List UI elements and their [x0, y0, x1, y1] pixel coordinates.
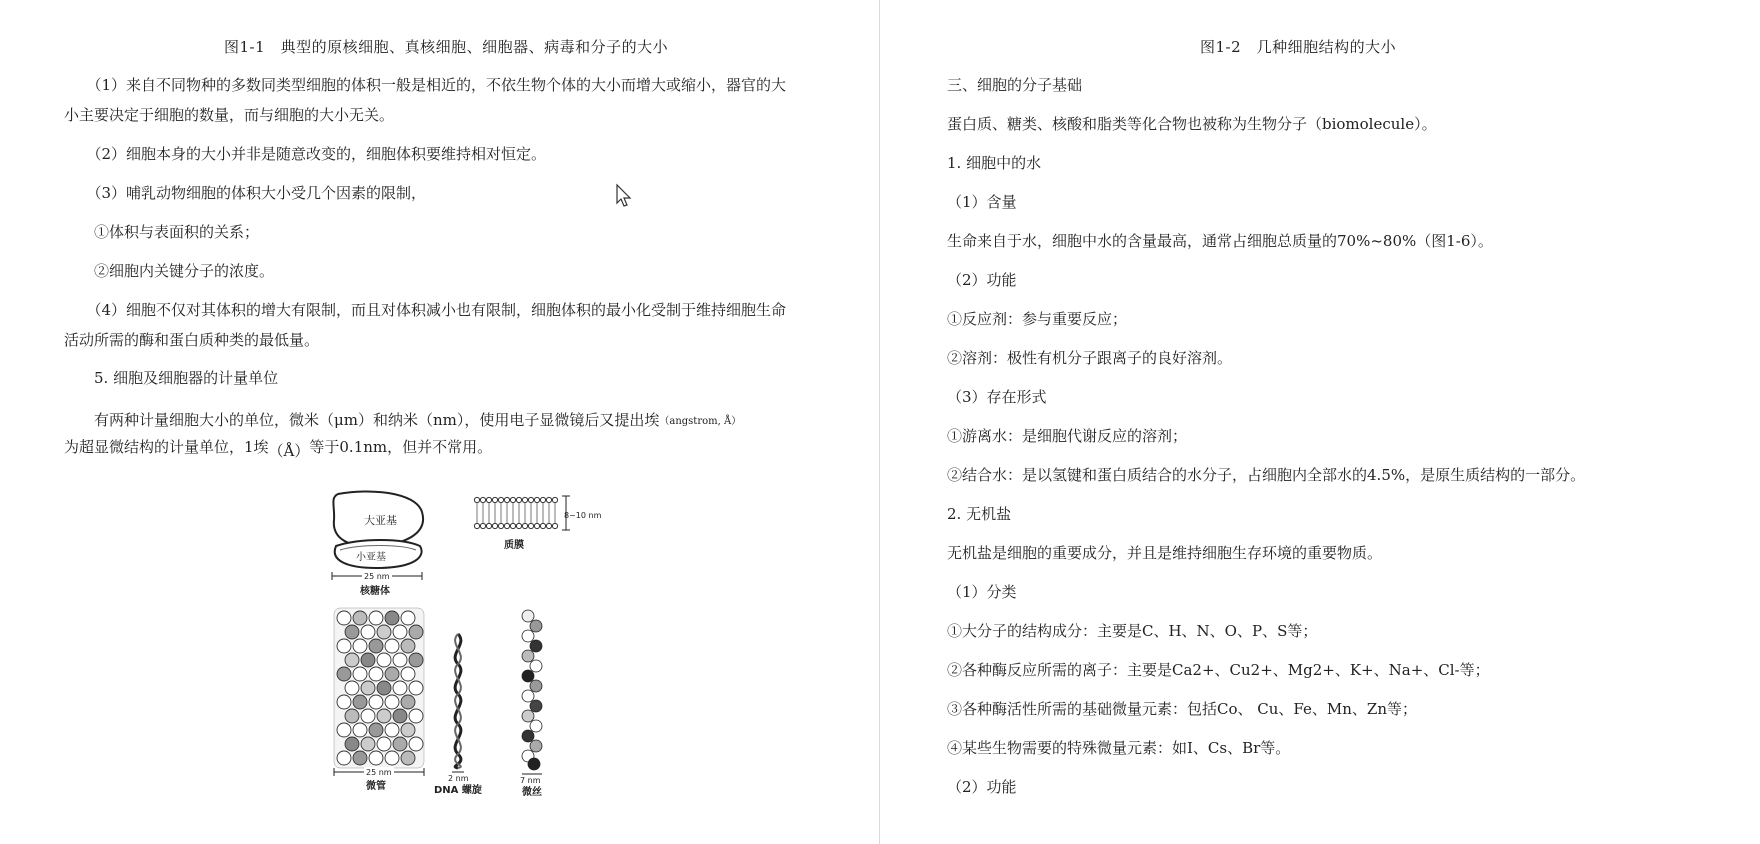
- membrane-drawing: [474, 496, 602, 551]
- angstrom-note: （angstrom, Å）: [659, 416, 742, 427]
- paragraph-line: （3）哺乳动物细胞的体积大小受几个因素的限制，: [64, 184, 427, 202]
- subsection-heading: 1. 细胞中的水: [947, 154, 1042, 172]
- microtubule-scale-label: 25 nm: [366, 768, 392, 777]
- ribosome-scale-label: 25 nm: [364, 572, 390, 581]
- paragraph-line: （2）细胞本身的大小并非是随意改变的，细胞体积要维持相对恒定。: [64, 145, 547, 163]
- figure-1-2-caption: 图1-2 几种细胞结构的大小: [1200, 38, 1397, 56]
- cell-structures-figure: [330, 488, 602, 798]
- paragraph-line: （1）来自不同物种的多数同类型细胞的体积一般是相近的，不依生物个体的大小而增大或缩小，器官的大: [64, 76, 787, 94]
- units-line: [64, 409, 741, 430]
- mouse-pointer-icon: [616, 184, 632, 208]
- units-text: 有两种计量细胞大小的单位，微米（μm）和纳米（nm），使用电子显微镜后又提出埃: [64, 411, 660, 429]
- paragraph-line: ②溶剂：极性有机分子跟离子的良好溶剂。: [947, 349, 1233, 367]
- section-heading: 三、细胞的分子基础: [947, 76, 1083, 94]
- dna-scale-label: 2 nm: [448, 774, 469, 783]
- paragraph-line: （3）存在形式: [947, 388, 1047, 406]
- large-subunit-label: 大亚基: [364, 514, 397, 527]
- membrane-label: 质膜: [504, 540, 524, 551]
- ribosome-drawing: [332, 491, 423, 597]
- microfilament-drawing: [520, 610, 542, 798]
- filament-scale-label: 7 nm: [520, 776, 541, 785]
- paragraph-line: ③各种酶活性所需的基础微量元素：包括Co、 Cu、Fe、Mn、Zn等；: [947, 700, 1417, 718]
- right-page: [880, 0, 1760, 844]
- paragraph-line: （2）功能: [947, 778, 1017, 796]
- membrane-scale-label: 8~10 nm: [564, 511, 602, 520]
- paragraph-line: （2）功能: [947, 271, 1017, 289]
- small-subunit-label: 小亚基: [356, 552, 386, 563]
- paragraph-line: 生命来自于水，细胞中水的含量最高，通常占细胞总质量的70%~80%（图1-6）。: [947, 232, 1493, 250]
- dna-helix-drawing: [434, 634, 482, 796]
- units-text-a: 为超显微结构的计量单位，1埃: [64, 438, 269, 456]
- subsection-heading: 2. 无机盐: [947, 505, 1012, 523]
- angstrom-unit: （Å）: [268, 442, 310, 460]
- paragraph-line: 小主要决定于细胞的数量，而与细胞的大小无关。: [64, 106, 395, 124]
- paragraph-line: （4）细胞不仅对其体积的增大有限制，而且对体积减小也有限制，细胞体积的最小化受制于维持细胞生命: [64, 301, 787, 319]
- dna-label: DNA 螺旋: [434, 785, 482, 796]
- paragraph-line: 活动所需的酶和蛋白质种类的最低量。: [64, 331, 320, 349]
- paragraph-line: （1）含量: [947, 193, 1017, 211]
- paragraph-line: ④某些生物需要的特殊微量元素：如I、Cs、Br等。: [947, 739, 1291, 757]
- filament-label: 微丝: [522, 787, 542, 798]
- units-text-b: 等于0.1nm，但并不常用。: [309, 438, 493, 456]
- paragraph-line: ①游离水：是细胞代谢反应的溶剂；: [947, 427, 1188, 445]
- microtubule-label: 微管: [366, 781, 386, 792]
- paragraph-line: ①体积与表面积的关系；: [64, 223, 260, 241]
- paragraph-line: ②细胞内关键分子的浓度。: [64, 262, 275, 280]
- units-line-2: [64, 436, 493, 460]
- paragraph-line: ①反应剂：参与重要反应；: [947, 310, 1128, 328]
- paragraph-line: ②各种酶反应所需的离子：主要是Ca2+、Cu2+、Mg2+、K+、Na+、Cl-等；: [947, 661, 1490, 679]
- figure-1-1-caption: 图1-1 典型的原核细胞、真核细胞、细胞器、病毒和分子的大小: [224, 38, 669, 56]
- microtubule-drawing: [334, 608, 424, 792]
- paragraph-line: 无机盐是细胞的重要成分，并且是维持细胞生存环境的重要物质。: [947, 544, 1383, 562]
- paragraph-line: ②结合水：是以氢键和蛋白质结合的水分子，占细胞内全部水的4.5%，是原生质结构的一部分。: [947, 466, 1586, 484]
- paragraph-line: （1）分类: [947, 583, 1017, 601]
- paragraph-line: 蛋白质、糖类、核酸和脂类等化合物也被称为生物分子（biomolecule）。: [947, 115, 1437, 133]
- paragraph-line: ①大分子的结构成分：主要是C、H、N、O、P、S等；: [947, 622, 1318, 640]
- ribosome-label: 核糖体: [360, 586, 390, 597]
- section-heading: 5. 细胞及细胞器的计量单位: [64, 369, 279, 387]
- left-page: [0, 0, 879, 844]
